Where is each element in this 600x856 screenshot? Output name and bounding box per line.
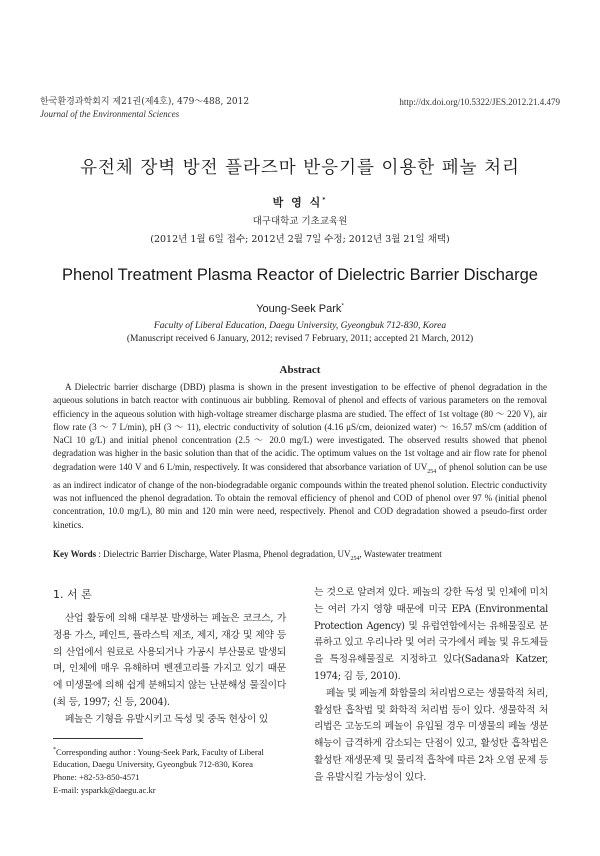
right-column: [314, 585, 548, 787]
footnote-phone: Phone: +82-53-850-4571: [53, 772, 140, 783]
intro-paragraph-1: 산업 활동에 의해 대부분 발생하는 페놀은 코크스, 가정용 가스, 페인트, 플라스틱 제조, 제지, 재강 및 제약 등의 산업에서 원료로 사용되거나 가공시 부산물로 발생되며, 인체에 매우 유해하며 벤젠고리를 가지고 있기 때문에 미생물에 의해 쉽게 분해되지 않는 난분해성 물질이다(최 등, 1997; 신 등, 2004).: [53, 613, 286, 708]
abstract-text-2: of phenol solution can be use as an indirect indicator of change of the non-biodegradable organic compounds within the treated phenol solution. Electric conductivity was not influenced the phenol degradation. To obtain the removal efficiency of phenol and COD of phenol over 97 % (initial phenol concentration, 10.0 mg/L), 80 min and 120 min were need, respectively. Phenol and COD degradation showed a pseudo-first order kinetics.: [53, 461, 547, 530]
intro-paragraph-2: 페놀은 기형을 유발시키고 독성 및 중독 현상이 있: [65, 713, 268, 725]
english-author-name: Young-Seek Park: [256, 303, 342, 315]
footnote-author: *Corresponding author : Young-Seek Park, Faculty of Liberal Education, Daegu University, Gyeongbuk 712-830, Korea: [53, 746, 264, 770]
doi-link[interactable]: http://dx.doi.org/10.5322/JES.2012.21.4.479: [399, 97, 560, 107]
right-paragraph-1: 는 것으로 알려져 있다. 페놀의 강한 독성 및 인체에 미치는 여러 가지 영향 때문에 미국 EPA (Environmental Protection Agency) 및 유럽연합에서는 유해물질로 분류하고 있고 우리나라 및 여러 국가에서 페놀 및 유도체들을 특정유해물질로 지정하고 있다(Sadana와 Katzer, 1974; 김 등, 2010).: [314, 587, 548, 682]
footnote-email[interactable]: E-mail: ysparkk@daegu.ac.kr: [53, 784, 156, 795]
korean-author: [0, 194, 600, 210]
abstract-heading: Abstract: [279, 364, 321, 376]
keywords-text-2: , Wastewater treatment: [359, 549, 442, 559]
abstract-subscript: 254: [427, 468, 437, 475]
section-heading-introduction: 1. 서 론: [53, 588, 92, 601]
journal-name: Journal of the Environmental Sciences: [40, 109, 180, 119]
korean-dates: (2012년 1월 6일 접수; 2012년 2월 7일 수정; 2012년 3월 21일 채택): [150, 234, 450, 245]
english-affiliation: Faculty of Liberal Education, Daegu University, Gyeongbuk 712-830, Korea: [153, 321, 447, 331]
korean-affiliation: 대구대학교 기초교육원: [252, 216, 348, 227]
footnote-divider: [53, 738, 143, 739]
keywords: [53, 549, 547, 562]
english-author: [0, 303, 600, 315]
korean-author-mark: *: [322, 196, 328, 204]
korean-title: 유전체 장벽 방전 플라즈마 반응기를 이용한 페놀 처리: [80, 158, 520, 178]
english-title: Phenol Treatment Plasma Reactor of Dielectric Barrier Discharge: [62, 266, 538, 284]
citation-korean: 한국환경과학회지 제21권(제4호), 479～488, 2012: [40, 97, 250, 107]
keywords-label: Key Words: [53, 549, 97, 559]
footnote-author-text: Corresponding author : Young-Seek Park, Faculty of Liberal Education, Daegu University, Gyeongbuk 712-830, Korea: [53, 746, 264, 770]
right-paragraph-2: 페놀 및 페놀계 화합물의 처리법으로는 생물학적 처리, 활성탄 흡착법 및 화학적 처리법 등이 있다. 생물학적 처리법은 고농도의 페놀이 유입될 경우 미생물의 페놀 생분해능이 급격하게 감소되는 단점이 있고, 활성탄 흡착법은 활성탄 재생문제 및 물리적 흡착에 따른 2차 오염 문제 등을 유발시킬 가능성이 있다.: [314, 687, 548, 783]
english-author-mark: *: [341, 303, 344, 310]
left-column: [53, 586, 286, 729]
keywords-text-1: : Dielectric Barrier Discharge, Water Plasma, Phenol degradation, UV: [96, 549, 351, 559]
corresponding-author-footnote: [53, 744, 286, 796]
korean-author-name: 박 영 식: [272, 196, 323, 209]
abstract-text-1: A Dielectric barrier discharge (DBD) plasma is shown in the present investigation to be effective of phenol degradation in the aqueous solutions in batch reactor with continuous air bubbling. Removal of phenol and effects of various parameters on the removal efficiency in the aqueous solution with high-voltage streamer discharge plasma are studied. The effect of 1st voltage (80 ～ 220 V), air flow rate (3 ～ 7 L/min), pH (3 ～ 11), electric conductivity of solution (4.16 μS/cm, deionized water) ～ 16.57 mS/cm (addition of NaCl 10 g/L) and initial phenol concentration (2.5 ～ 20.0 mg/L) were investigated. The observed results showed that phenol degradation was higher in the basic solution than that of the acidic. The optimum values on the 1st voltage and air flow rate for phenol degradation were 140 V and 6 L/min, respectively. It was considered that absorbance variation of UV: [53, 382, 547, 472]
keywords-subscript: 254: [350, 555, 360, 562]
english-dates: (Manuscript received 6 January, 2012; revised 7 February, 2011; accepted 21 March, 2012): [126, 334, 474, 344]
abstract-body: [53, 381, 547, 532]
